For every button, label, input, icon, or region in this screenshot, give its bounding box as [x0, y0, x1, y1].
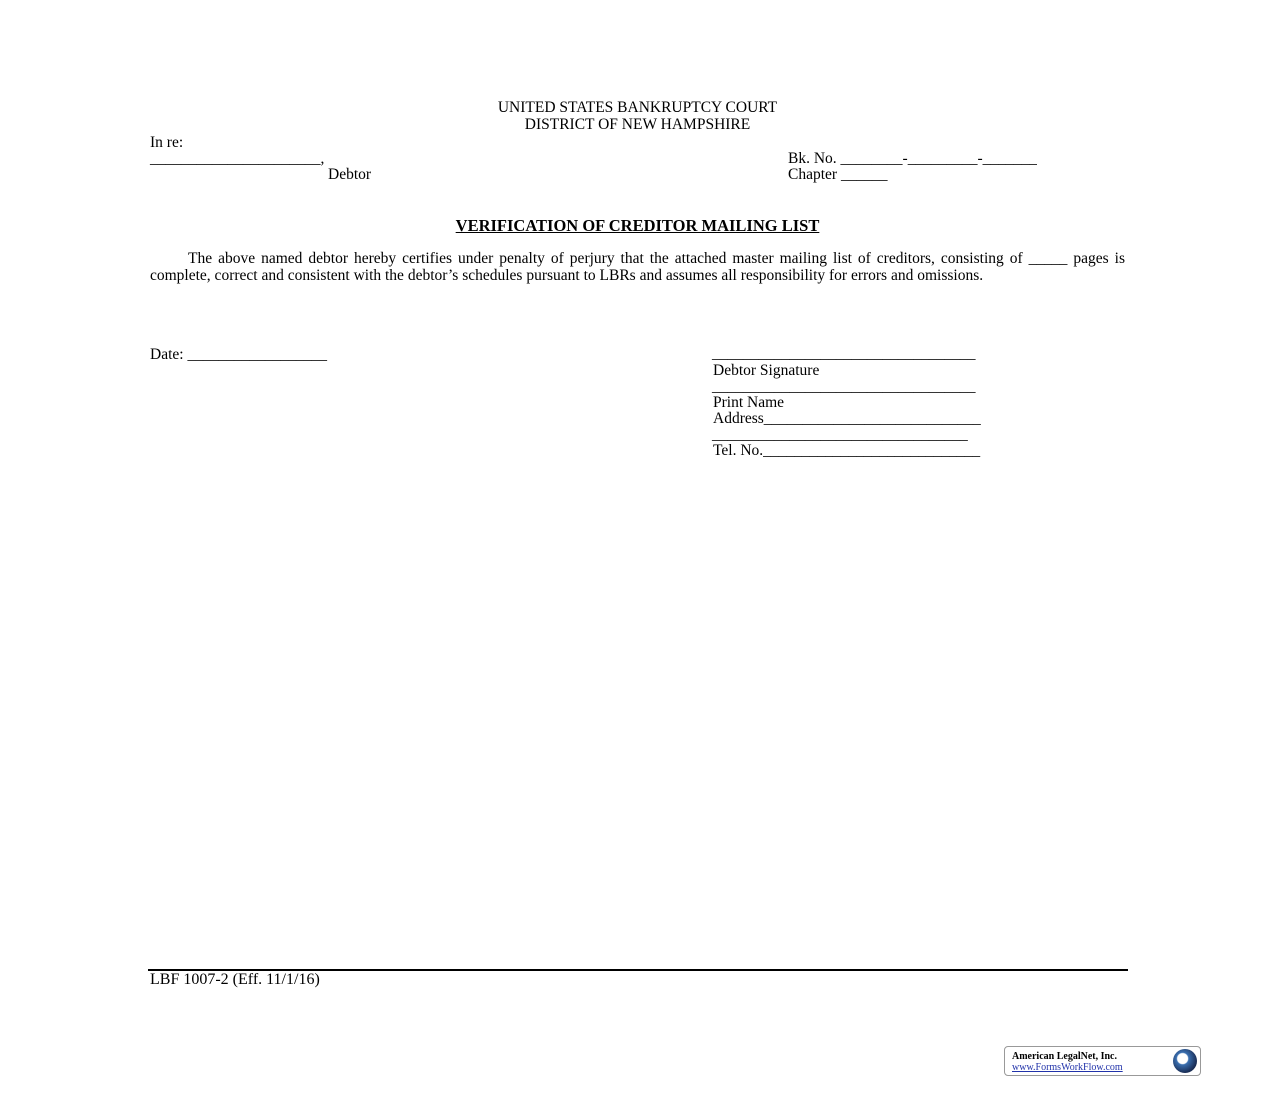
debtor-signature-label: Debtor Signature	[713, 362, 820, 379]
chapter-field[interactable]: Chapter ______	[788, 166, 888, 183]
badge-company: American LegalNet, Inc.	[1012, 1051, 1117, 1062]
court-name: UNITED STATES BANKRUPTCY COURT	[497, 99, 778, 116]
print-name-label: Print Name	[713, 394, 785, 411]
debtor-name-line[interactable]: ______________________,	[150, 150, 325, 167]
globe-logo-icon	[1173, 1049, 1197, 1073]
court-district: DISTRICT OF NEW HAMPSHIRE	[524, 116, 751, 133]
debtor-signature-line[interactable]: __________________________________	[712, 345, 976, 362]
document-title: VERIFICATION OF CREDITOR MAILING LIST	[455, 216, 820, 235]
legalnet-badge[interactable]	[1004, 1046, 1201, 1076]
debtor-label: Debtor	[328, 166, 372, 183]
in-re-label: In re:	[150, 134, 184, 151]
bk-no-field[interactable]: Bk. No. ________-_________-_______	[788, 150, 1037, 167]
address-line-2[interactable]: _________________________________	[712, 426, 968, 443]
certification-text: The above named debtor hereby certifies under penalty of perjury that the attached master mailing list of creditors, consisting of _____ pages is complete, correct and consistent with the debtor’s schedules pursuant to LBRs and assumes all responsibility for errors and omissions.	[150, 250, 1125, 284]
address-field[interactable]: Address____________________________	[713, 410, 981, 427]
form-id: LBF 1007-2 (Eff. 11/1/16)	[150, 971, 320, 988]
badge-url-link[interactable]: www.FormsWorkFlow.com	[1012, 1062, 1123, 1073]
date-field[interactable]: Date: __________________	[150, 346, 327, 363]
print-name-line[interactable]: __________________________________	[712, 378, 976, 395]
certification-paragraph	[150, 251, 1125, 284]
tel-field[interactable]: Tel. No.____________________________	[713, 442, 981, 459]
